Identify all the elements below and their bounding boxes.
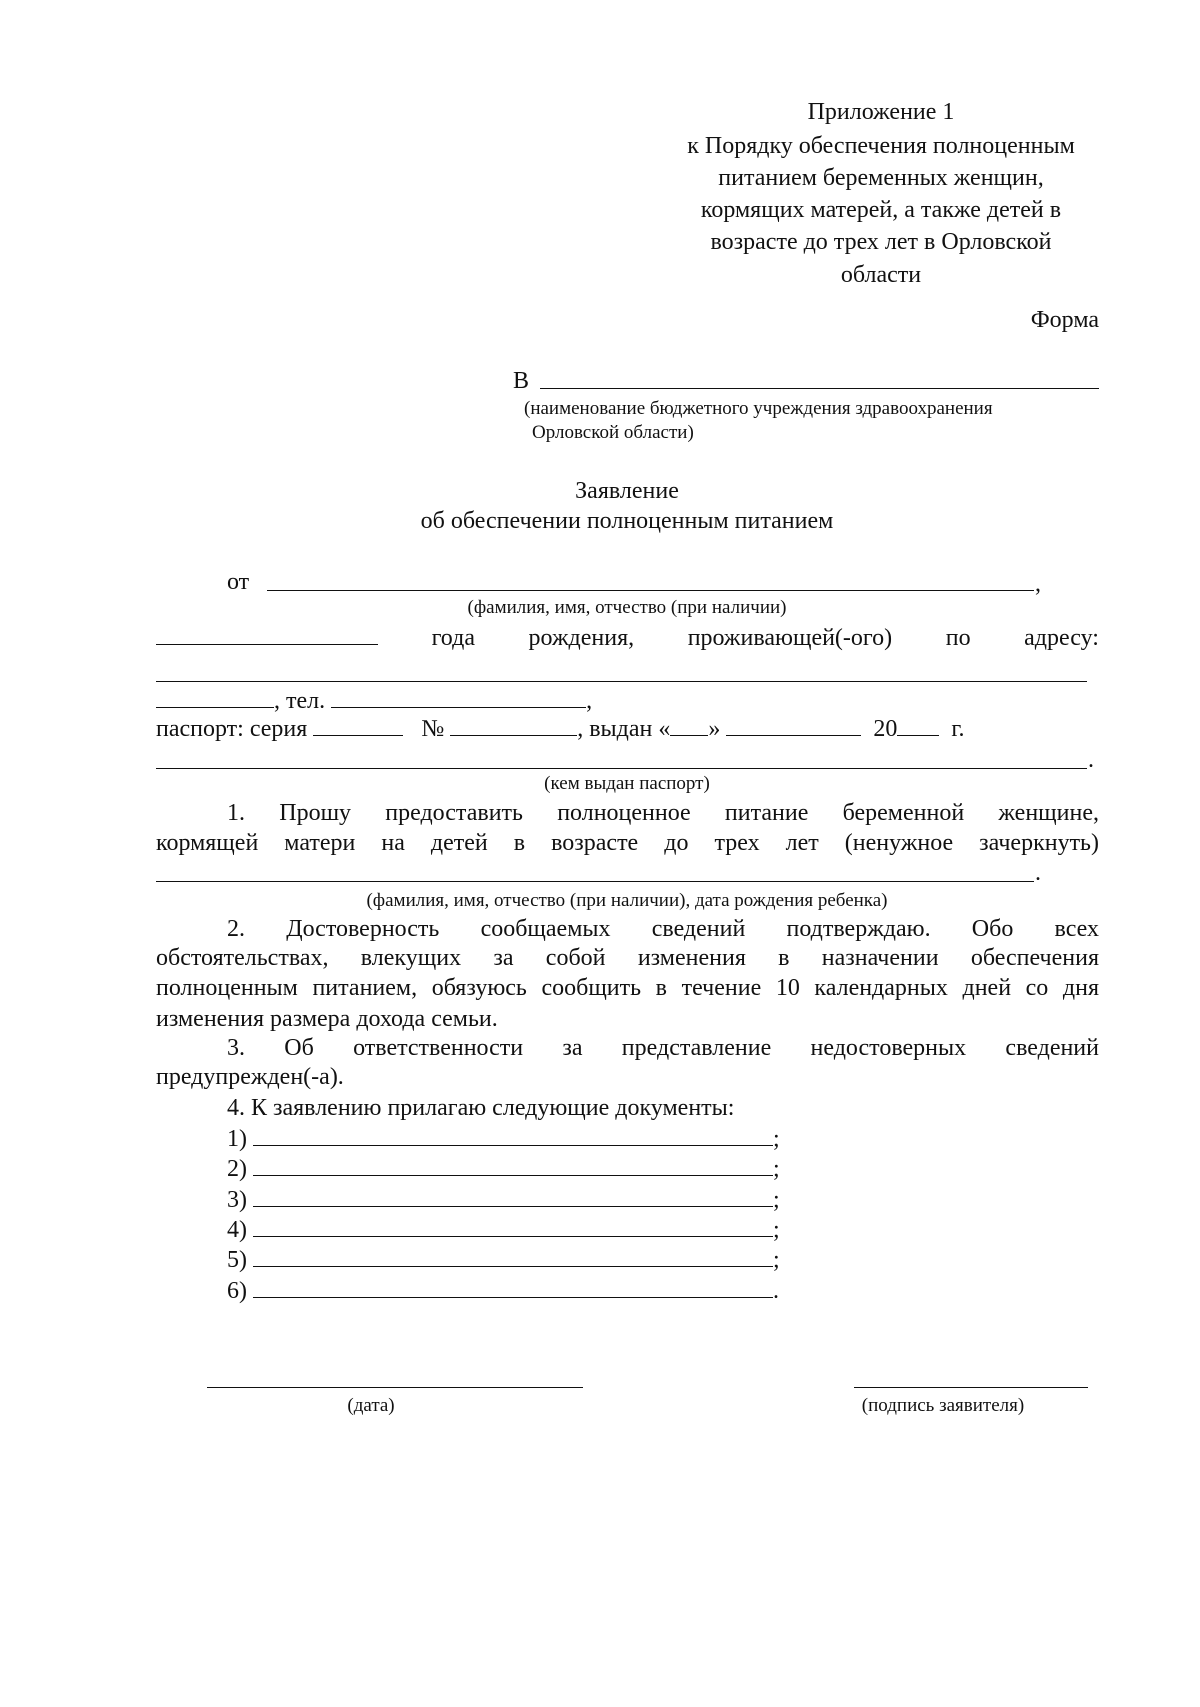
passport-line bbox=[156, 713, 965, 744]
item-end: . bbox=[773, 1278, 779, 1304]
period: . bbox=[1088, 747, 1094, 773]
item-end: ; bbox=[773, 1247, 780, 1273]
child-caption: (фамилия, имя, отчество (при наличии), дата рождения ребенка) bbox=[366, 890, 888, 911]
birth-address-line bbox=[156, 622, 1099, 653]
date-caption: (дата) bbox=[347, 1395, 395, 1416]
item-end: ; bbox=[773, 1126, 780, 1152]
paragraph-2: полноценным питанием, обязуюсь сообщить в течение 10 календарных дней со дня bbox=[156, 975, 1099, 1001]
signature-field[interactable] bbox=[854, 1387, 1088, 1388]
paragraph-1: кормящей матери на детей в возрасте до трех лет (ненужное зачеркнуть) bbox=[156, 830, 1099, 856]
document-title: Заявление bbox=[575, 478, 679, 504]
from-prefix: от bbox=[227, 569, 250, 595]
address-continuation-field[interactable] bbox=[156, 685, 274, 708]
word: проживающей(-ого) bbox=[687, 625, 893, 651]
paragraph-2: 2. Достоверность сообщаемых сведений подтверждаю. Обо всех bbox=[227, 916, 1099, 942]
signature-caption: (подпись заявителя) bbox=[861, 1395, 1025, 1416]
issued-by-caption: (кем выдан паспорт) bbox=[544, 773, 710, 794]
item-number: 5) bbox=[227, 1247, 247, 1273]
year-suffix: г. bbox=[951, 716, 965, 742]
passport-label: паспорт: серия bbox=[156, 716, 308, 742]
phone-field[interactable] bbox=[331, 685, 586, 708]
paragraph-3: 3. Об ответственности за представление недостоверных сведений bbox=[227, 1035, 1099, 1061]
item-number: 1) bbox=[227, 1126, 247, 1152]
item-number: 2) bbox=[227, 1156, 247, 1182]
item-end: ; bbox=[773, 1217, 780, 1243]
appendix-line: питанием беременных женщин, bbox=[718, 165, 1044, 191]
item-number: 6) bbox=[227, 1278, 247, 1304]
document-field[interactable] bbox=[253, 1123, 773, 1146]
document-field[interactable] bbox=[253, 1275, 773, 1298]
document-item bbox=[227, 1275, 779, 1306]
phone-line bbox=[156, 685, 592, 716]
comma: , bbox=[1035, 571, 1041, 597]
recipient-caption: (наименование бюджетного учреждения здравоохранения bbox=[524, 398, 993, 419]
word: адресу: bbox=[1024, 625, 1099, 651]
paragraph-1: 1. Прошу предоставить полноценное питание беременной женщине, bbox=[227, 800, 1099, 826]
number-label: № bbox=[421, 716, 445, 742]
period: . bbox=[1035, 860, 1041, 886]
issued-by-field[interactable] bbox=[156, 768, 1087, 769]
document-field[interactable] bbox=[253, 1244, 773, 1267]
appendix-line: возрасте до трех лет в Орловской bbox=[710, 229, 1052, 255]
passport-series-field[interactable] bbox=[313, 713, 403, 736]
item-end: ; bbox=[773, 1187, 780, 1213]
recipient-field[interactable] bbox=[540, 388, 1099, 389]
child-info-field[interactable] bbox=[156, 881, 1034, 882]
name-caption: (фамилия, имя, отчество (при наличии) bbox=[467, 597, 787, 618]
recipient-caption: Орловской области) bbox=[532, 422, 694, 443]
issue-year-field[interactable] bbox=[897, 713, 939, 736]
paragraph-3: предупрежден(-а). bbox=[156, 1064, 344, 1090]
appendix-line: Приложение 1 bbox=[807, 99, 955, 125]
document-field[interactable] bbox=[253, 1214, 773, 1237]
phone-label: , тел. bbox=[274, 688, 326, 714]
paragraph-2: обстоятельствах, влекущих за собой изменения в назначении обеспечения bbox=[156, 945, 1099, 971]
year-prefix: 20 bbox=[873, 716, 898, 742]
document-field[interactable] bbox=[253, 1184, 773, 1207]
item-end: ; bbox=[773, 1156, 780, 1182]
appendix-line: кормящих матерей, а также детей в bbox=[700, 197, 1062, 223]
form-label: Форма bbox=[1030, 307, 1099, 333]
item-number: 4) bbox=[227, 1217, 247, 1243]
item-number: 3) bbox=[227, 1187, 247, 1213]
document-subtitle: об обеспечении полноценным питанием bbox=[420, 508, 834, 534]
passport-number-field[interactable] bbox=[450, 713, 577, 736]
recipient-prefix: В bbox=[513, 368, 530, 394]
document-field[interactable] bbox=[253, 1153, 773, 1176]
document-item bbox=[227, 1244, 780, 1275]
document-item bbox=[227, 1123, 780, 1154]
word: рождения, bbox=[528, 625, 635, 651]
appendix-line: области bbox=[840, 262, 922, 288]
paragraph-2: изменения размера дохода семьи. bbox=[156, 1006, 498, 1032]
document-item bbox=[227, 1153, 780, 1184]
word: года bbox=[431, 625, 475, 651]
issued-label: , выдан « bbox=[577, 716, 671, 742]
issue-day-field[interactable] bbox=[670, 713, 708, 736]
birth-year-field[interactable] bbox=[156, 622, 378, 645]
appendix-line: к Порядку обеспечения полноценным bbox=[687, 133, 1075, 159]
document-item bbox=[227, 1214, 780, 1245]
word: по bbox=[945, 625, 971, 651]
date-field[interactable] bbox=[207, 1387, 583, 1388]
document-item bbox=[227, 1184, 780, 1215]
issue-month-field[interactable] bbox=[726, 713, 861, 736]
quote: » bbox=[708, 716, 721, 742]
address-field[interactable] bbox=[156, 681, 1087, 682]
paragraph-4: 4. К заявлению прилагаю следующие документы: bbox=[227, 1095, 735, 1121]
applicant-name-field[interactable] bbox=[267, 590, 1034, 591]
comma: , bbox=[586, 688, 593, 714]
